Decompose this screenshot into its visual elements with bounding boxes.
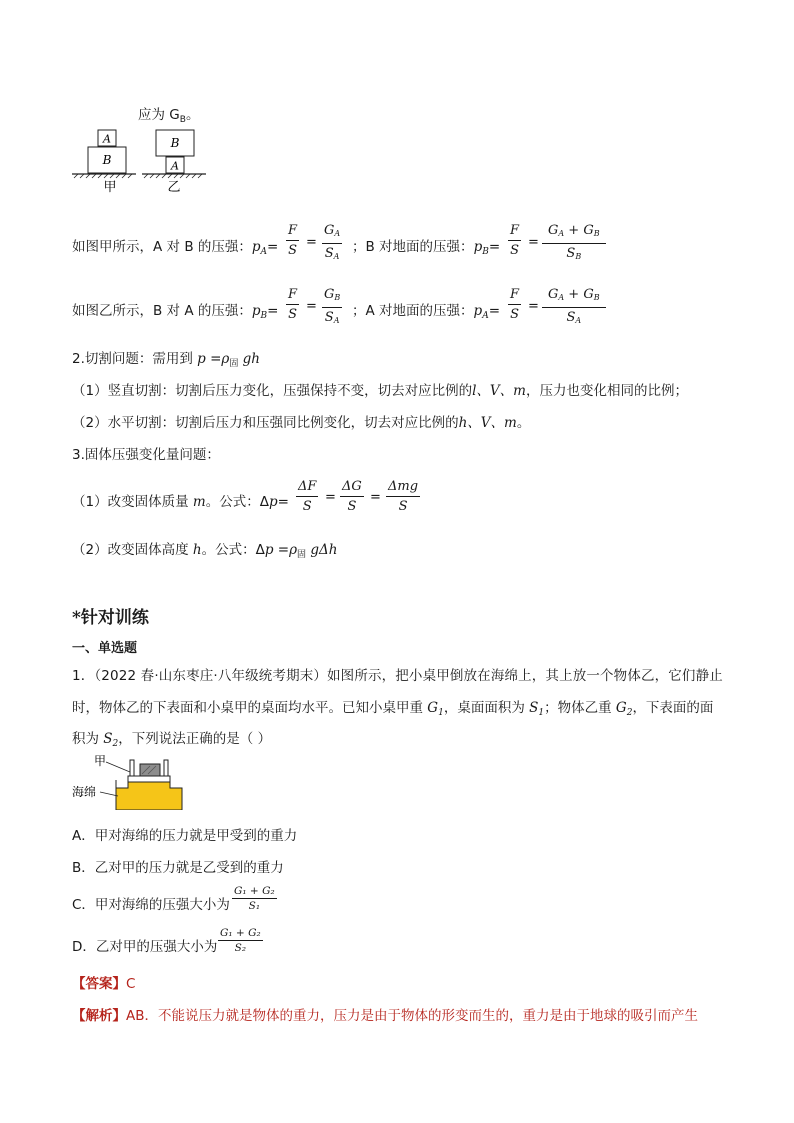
intro-sub: B bbox=[179, 115, 186, 125]
line2-frac2-num-g: G bbox=[324, 287, 335, 302]
question-line-3 bbox=[72, 727, 271, 749]
intro-end: 。 bbox=[185, 107, 200, 123]
change-item2-formula: p =ρ bbox=[264, 542, 298, 558]
option-c-num: G₁ + G₂ bbox=[234, 885, 275, 897]
line1-frac2-den-sub: A bbox=[333, 252, 340, 261]
table-top bbox=[128, 776, 170, 782]
line1-frac2-den-s: S bbox=[324, 246, 334, 261]
line1-frac-f-s-2 bbox=[508, 223, 521, 258]
line2-frac4-den-sub: A bbox=[575, 316, 582, 325]
line1-eq4: = bbox=[528, 235, 539, 250]
line2-eq3: = bbox=[488, 303, 500, 319]
change-item2-sub: 固 bbox=[297, 550, 307, 560]
question-line-1: 1．（2022 春·山东枣庄·八年级统考期末）如图所示，把小桌甲倒放在海绵上，其上放一个物体乙，它们静止 bbox=[72, 668, 723, 684]
option-d-num: G₁ + G₂ bbox=[220, 927, 261, 939]
change-item1-p: p bbox=[268, 494, 278, 510]
change-frac2-num: ΔG bbox=[340, 479, 364, 497]
line1-frac4-sub1: A bbox=[558, 229, 565, 238]
block-b-left-label: B bbox=[102, 153, 112, 167]
change-frac-dmg bbox=[386, 479, 420, 514]
line2-frac4-plus: + G bbox=[564, 287, 594, 302]
cut-title-formula: p =ρ bbox=[197, 351, 230, 367]
q-g1: G bbox=[427, 700, 439, 716]
change-eq2: = bbox=[325, 490, 336, 505]
cut-title-sub: 固 bbox=[229, 359, 239, 369]
line2-frac3-den: S bbox=[510, 307, 519, 322]
line1-frac2-num-g: G bbox=[324, 223, 335, 238]
line2-frac2-num bbox=[322, 287, 342, 308]
line1-frac4-den-sub: B bbox=[575, 252, 582, 261]
object-yi bbox=[140, 764, 160, 776]
change-item1-pre: （1）改变固体质量 bbox=[72, 494, 193, 510]
option-c[interactable] bbox=[72, 893, 230, 913]
line1-frac-f-s bbox=[286, 223, 299, 258]
line1-frac1-den: S bbox=[288, 243, 297, 258]
q-line3-pre: 积为 bbox=[72, 731, 104, 747]
q-line2-end: ，下表面的面 bbox=[632, 700, 714, 716]
answer-line bbox=[72, 972, 135, 992]
option-d-text: D．乙对甲的压强大小为 bbox=[72, 939, 218, 955]
line2-mid bbox=[352, 299, 500, 321]
change-item-2 bbox=[72, 538, 337, 560]
line1-eq3: = bbox=[488, 239, 501, 255]
cut-item-2 bbox=[72, 411, 530, 431]
option-d[interactable] bbox=[72, 935, 217, 955]
line2-frac2-num-sub: B bbox=[334, 293, 341, 302]
line1-p2-sub: B bbox=[482, 247, 489, 257]
line2-text: 如图乙所示，B 对 A 的压强： bbox=[72, 303, 252, 319]
block-a-left-label: A bbox=[103, 132, 111, 146]
q-s1-sub: 1 bbox=[538, 708, 545, 718]
caption-jia: 甲 bbox=[103, 180, 117, 194]
line2-frac4-sub1: A bbox=[558, 293, 565, 302]
cut-item-1 bbox=[72, 379, 688, 399]
line1-p: p bbox=[251, 239, 261, 255]
line1-frac2-den bbox=[325, 244, 340, 264]
q-g2: G bbox=[615, 700, 627, 716]
intro-text-main: 应为 G bbox=[138, 107, 180, 123]
line1-frac4-g: G bbox=[548, 223, 559, 238]
cut-item1-pre: （1）竖直切割：切割后压力变化，压强保持不变，切去对应比例的 bbox=[72, 383, 473, 399]
pointer-sponge bbox=[100, 792, 118, 796]
option-c-text: C．甲对海绵的压强大小为 bbox=[72, 897, 230, 913]
change-item1-var: m bbox=[192, 494, 206, 510]
q-s2-sub: 2 bbox=[112, 739, 119, 749]
formula-line-jia bbox=[72, 235, 278, 257]
pointer-table bbox=[106, 762, 130, 772]
line1-mid-text: ；B 对地面的压强： bbox=[352, 239, 474, 255]
line1-frac3-den: S bbox=[510, 243, 519, 258]
line2-frac2-den bbox=[325, 308, 340, 328]
cut-item2-post: 。 bbox=[516, 415, 531, 431]
line1-frac-sum bbox=[542, 223, 606, 264]
formula-line-yi bbox=[72, 299, 278, 321]
change-item1-eq: = bbox=[277, 494, 289, 510]
line2-frac4-num bbox=[542, 287, 606, 308]
q-g1-sub: 1 bbox=[438, 708, 444, 718]
line2-eq4: = bbox=[528, 299, 539, 314]
question-line-2 bbox=[72, 696, 713, 718]
line2-p2-sub: A bbox=[482, 311, 489, 321]
line1-frac3-num: F bbox=[508, 223, 521, 241]
option-c-fraction bbox=[232, 885, 277, 912]
caption-yi: 乙 bbox=[167, 180, 181, 194]
option-a[interactable]: A．甲对海绵的压力就是甲受到的重力 bbox=[72, 828, 298, 844]
subsection-title: 一、单选题 bbox=[72, 641, 138, 656]
q-s1: S bbox=[529, 700, 539, 716]
change-item2-var: h bbox=[192, 542, 202, 558]
change-item-1 bbox=[72, 490, 289, 510]
change-frac1-den: S bbox=[302, 499, 312, 514]
line1-frac4-num bbox=[542, 223, 606, 244]
line1-frac2-num-sub: A bbox=[334, 229, 341, 238]
line2-eq2: = bbox=[306, 299, 317, 314]
change-title: 3.固体压强变化量问题： bbox=[72, 447, 220, 463]
line2-frac-g-s bbox=[322, 287, 342, 328]
line2-frac4-den bbox=[566, 308, 581, 328]
table-leg-left bbox=[130, 760, 134, 776]
line2-p-sub: B bbox=[260, 311, 268, 321]
change-frac3-den: S bbox=[398, 499, 408, 514]
label-table-jia: 甲 bbox=[94, 754, 107, 768]
table-leg-right bbox=[164, 760, 168, 776]
option-b[interactable]: B．乙对甲的压力就是乙受到的重力 bbox=[72, 860, 284, 876]
q-line2-pre: 时，物体乙的下表面和小桌甲的桌面均水平。已知小桌甲重 bbox=[72, 700, 428, 716]
line2-frac-sum bbox=[542, 287, 606, 328]
line1-frac4-den bbox=[566, 244, 581, 264]
block-a-right-label: A bbox=[171, 159, 179, 173]
line1-frac4-den-s: S bbox=[566, 246, 576, 261]
analysis-tag: 【解析】 bbox=[72, 1008, 126, 1024]
line1-p2: p bbox=[473, 239, 483, 255]
line2-eq: = bbox=[267, 303, 279, 319]
cut-item1-vars: l、V、m bbox=[472, 383, 526, 399]
intro-text bbox=[138, 103, 199, 125]
answer-value: C bbox=[126, 976, 136, 992]
line2-frac4-g: G bbox=[548, 287, 559, 302]
line2-mid-text: ；A 对地面的压强： bbox=[352, 303, 474, 319]
label-sponge: 海绵 bbox=[72, 785, 97, 799]
line2-frac1-num: F bbox=[286, 287, 299, 305]
line1-mid bbox=[352, 235, 500, 257]
cut-title bbox=[72, 347, 260, 369]
q-line2-mid2: ；物体乙重 bbox=[544, 700, 616, 716]
change-eq3: = bbox=[370, 490, 381, 505]
line1-eq: = bbox=[267, 239, 279, 255]
change-item2-end: gΔh bbox=[306, 542, 338, 558]
cut-item2-vars: h、V、m bbox=[458, 415, 517, 431]
line1-frac4-plus: + G bbox=[564, 223, 594, 238]
change-frac3-num: Δmg bbox=[386, 479, 420, 497]
line2-frac4-den-s: S bbox=[566, 310, 576, 325]
line2-frac-f-s bbox=[286, 287, 299, 322]
line1-p-sub: A bbox=[260, 247, 268, 257]
stacked-blocks-figure bbox=[70, 128, 210, 194]
analysis-line bbox=[72, 1004, 698, 1024]
change-frac2-den: S bbox=[347, 499, 357, 514]
ground-hatch-right bbox=[144, 174, 202, 178]
line1-text: 如图甲所示，A 对 B 的压强： bbox=[72, 239, 252, 255]
table-sponge-figure bbox=[72, 752, 184, 810]
q-line2-mid1: ，桌面面积为 bbox=[443, 700, 530, 716]
q-line3-end: ，下列说法正确的是（ ） bbox=[118, 731, 272, 747]
change-frac-df bbox=[296, 479, 318, 514]
line2-frac-f-s-2 bbox=[508, 287, 521, 322]
section-title: *针对训练 bbox=[72, 608, 149, 628]
option-d-fraction bbox=[218, 927, 263, 954]
line1-frac2-num bbox=[322, 223, 342, 244]
cut-item2-pre: （2）水平切割：切割后压力和压强同比例变化，切去对应比例的 bbox=[72, 415, 459, 431]
change-frac1-num: ΔF bbox=[296, 479, 318, 497]
cut-item1-post: ，压力也变化相同的比例； bbox=[525, 383, 688, 399]
cut-title-pre: 2.切割问题：需用到 bbox=[72, 351, 198, 367]
change-frac-dg bbox=[340, 479, 364, 514]
cut-title-end: gh bbox=[238, 351, 261, 367]
line1-frac1-num: F bbox=[286, 223, 299, 241]
line2-frac2-den-s: S bbox=[324, 310, 334, 325]
change-item1-mid: 。公式：Δ bbox=[205, 494, 269, 510]
line1-frac4-sub2: B bbox=[593, 229, 600, 238]
change-item2-mid: 。公式：Δ bbox=[201, 542, 265, 558]
option-d-den: S₂ bbox=[234, 942, 247, 954]
line1-frac-g-s bbox=[322, 223, 342, 264]
q-s2: S bbox=[103, 731, 113, 747]
line2-p2: p bbox=[473, 303, 483, 319]
line2-frac2-den-sub: A bbox=[333, 316, 340, 325]
line1-eq2: = bbox=[306, 235, 317, 250]
sponge-dent bbox=[116, 782, 182, 810]
option-c-den: S₁ bbox=[248, 900, 261, 912]
block-b-right-label: B bbox=[170, 136, 180, 150]
line2-frac4-sub2: B bbox=[593, 293, 600, 302]
change-item2-pre: （2）改变固体高度 bbox=[72, 542, 193, 558]
answer-tag: 【答案】 bbox=[72, 976, 126, 992]
analysis-text: AB．不能说压力就是物体的重力，压力是由于物体的形变而生的，重力是由于地球的吸引而产生 bbox=[126, 1008, 698, 1024]
line2-p: p bbox=[251, 303, 261, 319]
ground-hatch-left bbox=[74, 174, 132, 178]
q-g2-sub: 2 bbox=[626, 708, 633, 718]
line2-frac1-den: S bbox=[288, 307, 297, 322]
line2-frac3-num: F bbox=[508, 287, 521, 305]
